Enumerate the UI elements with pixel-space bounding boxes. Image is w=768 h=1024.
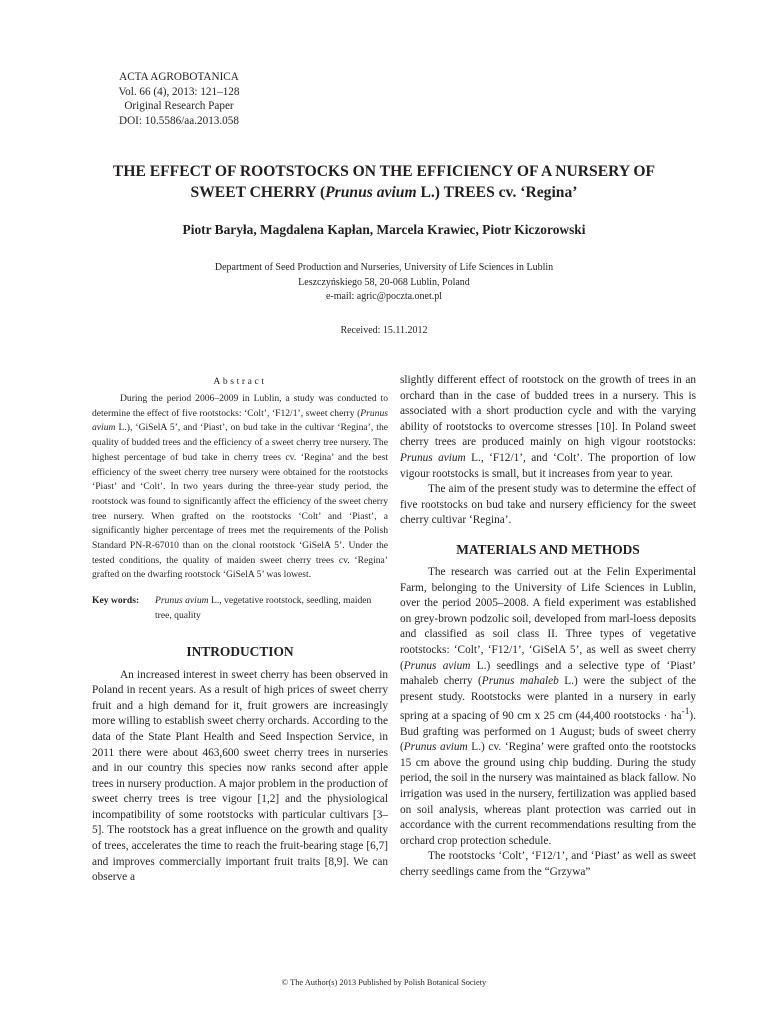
introduction-body xyxy=(92,668,388,886)
article-title xyxy=(60,162,708,203)
affiliation-email: e-mail: agric@poczta.onet.pl xyxy=(325,291,443,302)
copyright-footer: © The Author(s) 2013 Published by Polish Botanical Society xyxy=(281,978,487,987)
introduction-paragraph: An increased interest in sweet cherry has been observed in Poland in recent years. As a result of high prices of sweet cherry fruit and a high demand for it, fruit growers are increasingly more willing to establish sweet cherry orchards. According to the data of the State Plant Health and Seed Inspection Service, in 2011 there were about 463,600 sweet cherry trees in nurseries and in our country this species now ranks second after apple trees in nursery production. A major problem in the production of sweet cherry trees is tree vigour [1,2] and the physiological incompatibility of some rootstocks with particular cultivars [3–5]. The rootstock has a great influence on the growth and quality of trees, accelerates the time to reach the fruit-bearing stage [6,7] and improves commercially important fruit traits [8,9]. We can observe a xyxy=(92,668,388,884)
introduction-paragraph-continued: slightly different effect of rootstock on the growth of trees in an orchard than in the case of budded trees in a nursery. This is associated with a short production cycle and with the varying ability of rootstocks to overcome stresses [10]. In Poland sweet cherry trees are produced mainly on high vigour rootstocks: Prunus avium L., ‘F12/1’, and ‘Colt’. The proportion of low vigour rootstocks is small, but it increases from year to year. xyxy=(400,374,696,480)
journal-volume: Vol. 66 (4), 2013: 121–128 xyxy=(118,85,240,98)
keywords-text: Prunus avium L., vegetative rootstock, seedling, maiden tree, quality xyxy=(155,595,372,621)
abstract-text: During the period 2006–2009 in Lublin, a study was conducted to determine the effect of five rootstocks: ‘Colt’, ‘F12/1’, sweet cherry (Prunus avium L.), ‘GiSelA 5’, and ‘Piast’, on bud take in the cultivar ‘Regina’, the quality of budded trees and the efficiency of a sweet cherry tree nursery. The highest percentage of bud take in cherry trees cv. ‘Regina’ and the best efficiency of the sweet cherry tree nursery were obtained for the rootstocks ‘Piast’ and ‘Colt’. In two years during the three-year study period, the rootstock was found to significantly affect the efficiency of the sweet cherry tree nursery. When grafted on the rootstocks ‘Colt’ and ‘Piast’, a significantly higher percentage of trees met the requirements of the Polish Standard PN-R-67010 than on the clonal rootstock ‘GiSelA 5’. Under the tested conditions, the quality of maiden sweet cherry trees cv. ‘Regina’ grafted on the dwarfing rootstock ‘GiSelA 5’ was lowest. xyxy=(92,393,388,581)
abstract-heading: Abstract xyxy=(213,376,267,387)
abstract-section xyxy=(92,376,388,583)
methods-paragraph: The research was carried out at the Felin Experimental Farm, belonging to the University of Life Sciences in Lublin, over the period 2005–2008. A field experiment was established on grey-brown podzolic soil, developed from marl-loess deposits and classified as soil class II. Three types of vegetative rootstocks: ‘Colt’, ‘F12/1’, ‘GiSelA 5’, as well as sweet cherry (Prunus avium L.) seedlings and a selective type of ‘Piast’ mahaleb cherry (Prunus mahaleb L.) were the subject of the present study. Rootstocks were planted in a nursery in early spring at a spacing of 90 cm x 25 cm (44,400 rootstocks · $ha^{-1}$). Bud grafting was performed on 1 August; buds of sweet cherry (Prunus avium L.) cv. ‘Regina’ were grafted onto the rootstocks 15 cm above the ground using chip budding. During the study period, the soil in the nursery was maintained as black fallow. No irrigation was used in the nursery, fertilization was applied based on soil analysis, whereas plant protection was carried out in accordance with the current recommendations resulting from the orchard crop protection schedule. xyxy=(400,565,696,847)
title-species: Prunus avium xyxy=(325,183,417,201)
introduction-continued xyxy=(400,373,696,529)
rootstocks-paragraph: The rootstocks ‘Colt’, ‘F12/1’, and ‘Piast’ as well as sweet cherry seedlings came from the “Grzywa” xyxy=(400,850,696,878)
journal-header xyxy=(94,70,264,128)
introduction-heading: INTRODUCTION xyxy=(186,643,294,659)
affiliation-address: Leszczyńskiego 58, 20-068 Lublin, Poland xyxy=(298,276,470,288)
aim-paragraph: The aim of the present study was to determine the effect of five rootstocks on bud take and nursery efficiency for the sweet cherry cultivar ‘Regina’. xyxy=(400,483,696,527)
materials-methods-body xyxy=(400,565,696,881)
keywords xyxy=(92,594,388,623)
received-date: Received: 15.11.2012 xyxy=(340,325,428,336)
article-doi: DOI: 10.5586/aa.2013.058 xyxy=(119,114,239,127)
right-column xyxy=(400,373,696,881)
title-line-1: THE EFFECT OF ROOTSTOCKS ON THE EFFICIENCY OF A NURSERY OF xyxy=(112,163,656,180)
author-list: Piotr Baryła, Magdalena Kapłan, Marcela Krawiec, Piotr Kiczorowski xyxy=(182,222,586,237)
left-column xyxy=(92,376,388,886)
journal-name: ACTA AGROBOTANICA xyxy=(119,71,239,83)
title-text: L.) TREES cv. ‘Regina’ xyxy=(416,183,578,201)
title-line-2 xyxy=(60,183,708,204)
keywords-label: Key words: xyxy=(92,595,140,607)
materials-methods-heading: MATERIALS AND METHODS xyxy=(456,541,640,557)
title-text: SWEET CHERRY ( xyxy=(190,183,326,201)
affiliation-department: Department of Seed Production and Nurseries, University of Life Sciences in Lublin xyxy=(214,262,554,273)
affiliation xyxy=(60,261,708,305)
article-type: Original Research Paper xyxy=(124,100,234,113)
